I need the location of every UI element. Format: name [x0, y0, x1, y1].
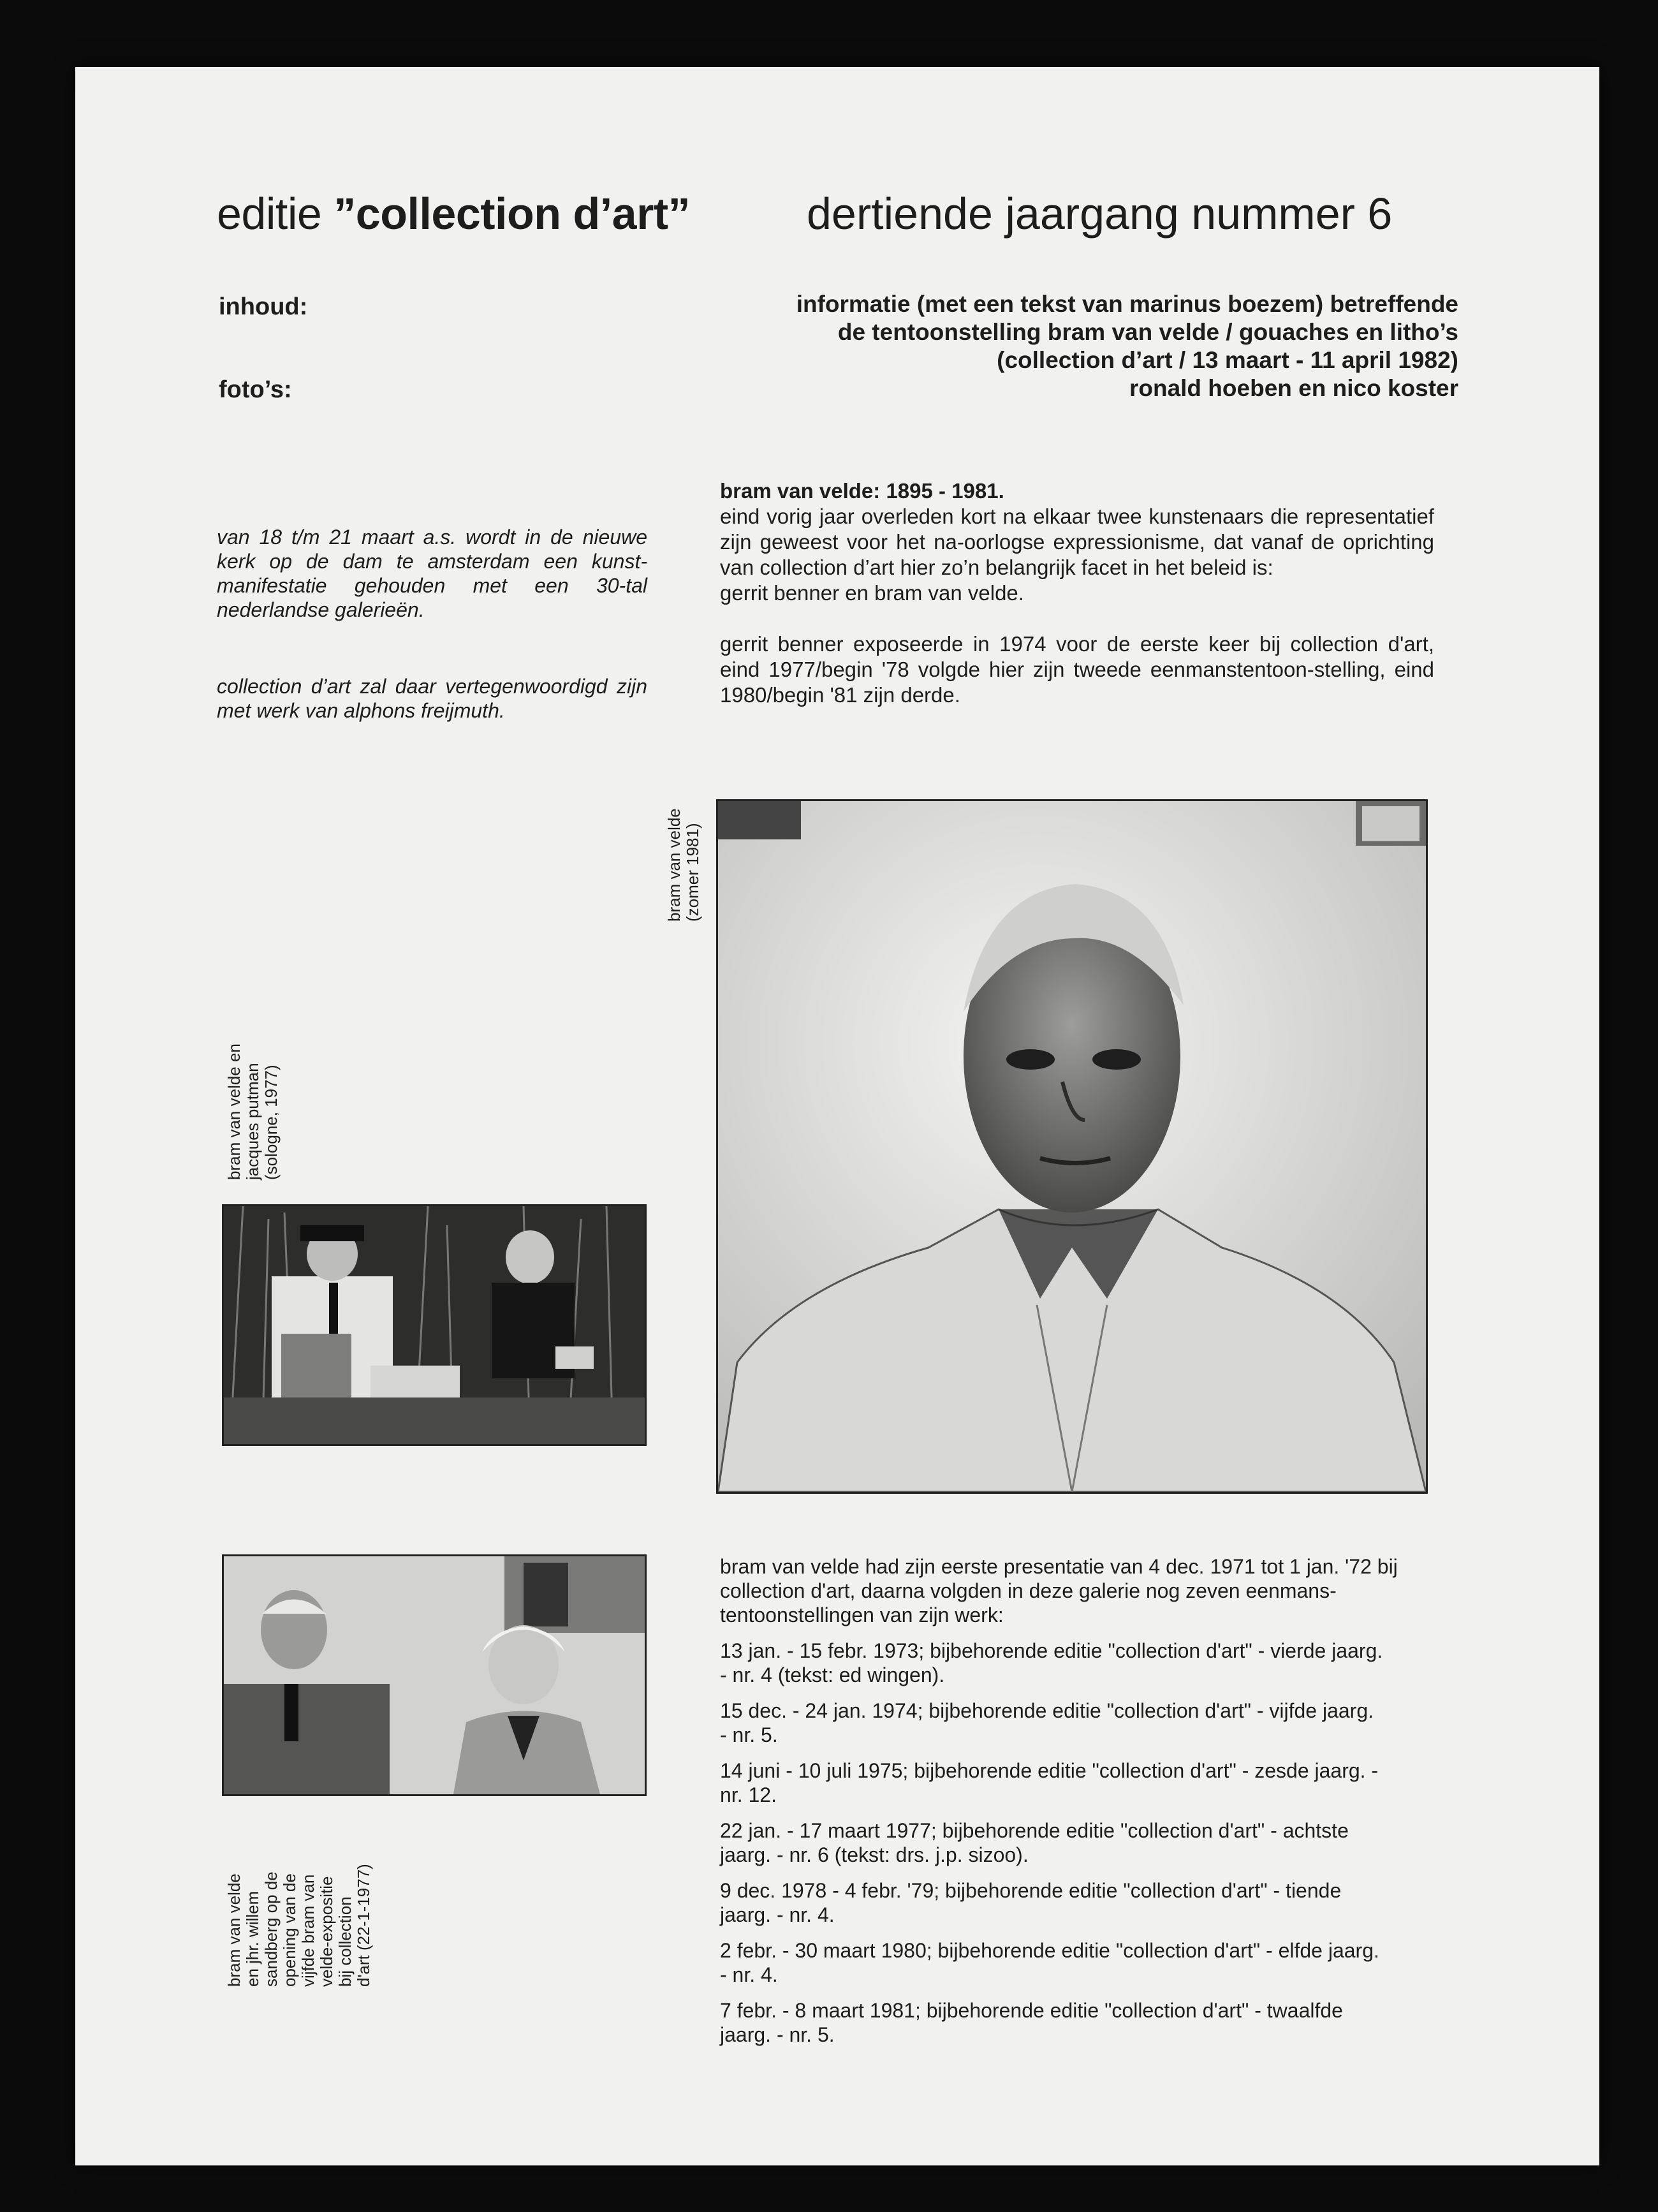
portrait-caption: bram van velde (zomer 1981) [664, 808, 702, 922]
notice-paragraph-1: van 18 t/m 21 maart a.s. wordt in de nieuwe kerk op de dam te amsterdam een kunst-manifestatie gehouden met een 30-tal nederlandse galerieën. [217, 526, 647, 621]
contents-info [629, 290, 1458, 402]
exhibitions-intro: bram van velde had zijn eerste presentatie van 4 dec. 1971 tot 1 jan. '72 bij collection d'art, daarna volgden in deze galerie nog zeven eenmans-tentoonstellingen van zijn werk: [720, 1555, 1398, 1626]
putman-caption: bram van velde en jacques putman (sologne, 1977) [224, 1043, 281, 1180]
portrait-photo [716, 799, 1428, 1494]
info-line: de tentoonstelling bram van velde / gouaches en litho’s [837, 319, 1458, 345]
exhibitions-list [720, 1554, 1441, 2058]
issue-number: dertiende jaargang nummer 6 [807, 189, 1393, 239]
info-line: (collection d’art / 13 maart - 11 april 1982) [997, 347, 1458, 373]
title-prefix: editie [217, 189, 334, 239]
sandberg-photo [222, 1554, 647, 1796]
document-sheet [75, 67, 1599, 2165]
bio-paragraph-1-end: gerrit benner en bram van velde. [720, 581, 1024, 605]
publication-title [217, 188, 690, 239]
exhibition-entry: 15 dec. - 24 jan. 1974; bijbehorende editie "collection d'art" - vijfde jaarg. - nr. 5. [720, 1699, 1374, 1746]
exhibition-entry: 9 dec. 1978 - 4 febr. '79; bijbehorende editie "collection d'art" - tiende jaarg. - nr. 4. [720, 1879, 1342, 1926]
exhibition-entry: 2 febr. - 30 maart 1980; bijbehorende editie "collection d'art" - elfde jaarg. - nr. 4. [720, 1939, 1379, 1986]
putman-photo [222, 1204, 647, 1446]
sandberg-caption: bram van velde en jhr. willem sandberg op de opening van de vijfde bram van velde-expositie bij collection d'art (22-1-1977) [224, 1864, 373, 1987]
biography [720, 478, 1434, 708]
bio-paragraph-2: gerrit benner exposeerde in 1974 voor de eerste keer bij collection d'art, eind 1977/begin '78 volgde hier zijn tweede eenmanstentoon-stelling, eind 1980/begin '81 zijn derde. [720, 632, 1434, 707]
contents-label: inhoud: [219, 293, 308, 320]
exhibition-entry: 14 juni - 10 juli 1975; bijbehorende editie "collection d'art" - zesde jaarg. - nr. 12. [720, 1759, 1379, 1806]
bio-paragraph-1: eind vorig jaar overleden kort na elkaar twee kunstenaars die representatief zijn geweest voor het na-oorlogse expressionisme, dat vanaf de oprichting van collection d’art hier zo’n belangrijk facet in het beleid is: [720, 505, 1434, 579]
info-line: informatie (met een tekst van marinus boezem) betreffende [796, 291, 1458, 317]
photos-label: foto’s: [219, 376, 292, 403]
notice-paragraph-2: collection d’art zal daar vertegenwoordigd zijn met werk van alphons freijmuth. [217, 675, 647, 722]
bio-title: bram van velde: 1895 - 1981. [720, 479, 1004, 503]
title-name: ”collection d’art” [334, 189, 691, 239]
exhibition-entry: 7 febr. - 8 maart 1981; bijbehorende editie "collection d'art" - twaalfde jaarg. - nr. 5. [720, 1999, 1343, 2046]
exhibition-entry: 13 jan. - 15 febr. 1973; bijbehorende editie "collection d'art" - vierde jaarg. - nr. 4 (tekst: ed wingen). [720, 1639, 1383, 1686]
photo-credits: ronald hoeben en nico koster [1129, 375, 1458, 401]
exhibition-entry: 22 jan. - 17 maart 1977; bijbehorende editie "collection d'art" - achtste jaarg. - nr. 6 (tekst: drs. j.p. sizoo). [720, 1819, 1349, 1866]
